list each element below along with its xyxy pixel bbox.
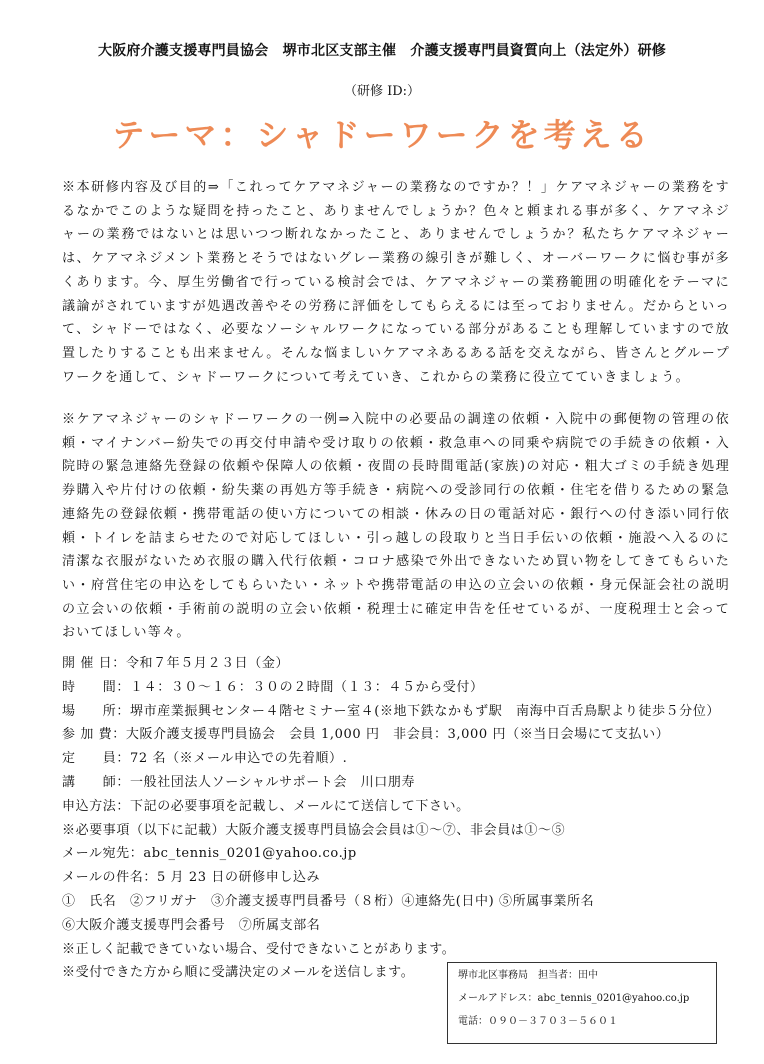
detail-items-1: ① 氏名 ②フリガナ ③介護支援専門員番号（８桁）④連絡先(日中) ⑤所属事業所名 bbox=[62, 893, 595, 909]
theme-title: テーマ：シャドーワークを考える bbox=[112, 116, 652, 154]
contact-box bbox=[447, 962, 717, 1044]
contact-office: 堺市北区事務局 担当者：田中 bbox=[458, 970, 598, 981]
examples-paragraph: ※ケアマネジャーのシャドーワークの一例⇒入院中の必要品の調達の依頼・入院中の郵便物の管理の依頼・マイナンバー紛失での再交付申請や受け取りの依頼・救急車への同乗や病院での手続きの依頼・入院時の緊急連絡先登録の依頼や保障人の依頼・夜間の長時間電話(家族)の対応・粗大ゴミの手続き処理券購入や片付けの依頼・紛失薬の再処方等手続き・病院への受診同行の依頼・住宅を借りるための緊急連絡先の登録依頼・携帯電話の使い方についての相談・休みの日の電話対応・銀行への付き添い同行依頼・トイレを詰まらせたので対応してほしい・引っ越しの段取りと当日手伝いの依頼・施設へ入るのに清潔な衣服がないため衣服の購入代行依頼・コロナ感染で外出できないため買い物をしてきてもらいたい・府営住宅の申込をしてもらいたい・ネットや携帯電話の申込の立会いの依頼・身元保証会社の説明の立会いの依頼・手術前の説明の立会い依頼・税理士に確定申告を任せているが、一度税理士と会っておいてほしい等々。 bbox=[62, 412, 730, 641]
detail-capacity: 定 員：72 名（※メール申込での先着順）. bbox=[62, 751, 348, 767]
detail-note-1: ※正しく記載できていない場合、受付できないことがあります。 bbox=[62, 941, 456, 957]
event-details bbox=[62, 652, 742, 985]
detail-fee: 参 加 費：大阪介護支援専門員協会 会員 1,000 円 非会員：3,000 円（※当日会場にて支払い） bbox=[62, 727, 670, 743]
detail-note-2: ※受付できた方から順に受講決定のメールを送信します。 bbox=[62, 965, 415, 981]
detail-time: 時 間：１４：３０～１６：３０の２時間（１３：４５から受付） bbox=[62, 679, 484, 695]
document-header-title: 大阪府介護支援専門員協会 堺市北区支部主催 介護支援専門員資質向上（法定外）研修 bbox=[98, 43, 666, 59]
detail-subject: メールの件名：5 月 23 日の研修申し込み bbox=[62, 870, 321, 886]
detail-place: 場 所：堺市産業振興センター４階セミナー室４(※地下鉄なかもず駅 南海中百舌鳥駅より徒歩５分位） bbox=[62, 703, 720, 719]
detail-lecturer: 講 師：一般社団法人ソーシャルサポート会 川口朋寿 bbox=[62, 774, 416, 790]
detail-items-2: ⑥大阪介護支援専門会番号 ⑦所属支部名 bbox=[62, 917, 321, 933]
training-id: （研修 ID:） bbox=[343, 84, 421, 99]
contact-email: メールアドレス：abc_tennis_0201@yahoo.co.jp bbox=[458, 993, 690, 1004]
detail-method: 申込方法：下記の必要事項を記載し、メールにて送信して下さい。 bbox=[62, 798, 470, 814]
purpose-paragraph: ※本研修内容及び目的⇒「これってケアマネジャーの業務なのですか？！」ケアマネジャーの業務をするなかでこのような疑問を持ったこと、ありませんでしょうか？色々と頼まれる事が多く、ケアマネジャーの業務ではないとは思いつつ断れなかったこと、ありませんでしょうか？私たちケアマネジャーは、ケアマネジメント業務とそうではないグレー業務の線引きが難しく、オーバーワークに悩む事が多くあります。今、厚生労働省で行っている検討会では、ケアマネジャーの業務範囲の明確化をテーマに議論がされていますが処遇改善やその労務に評価をしてもらえるには至っておりません。だからといって、シャドーではなく、必要なソーシャルワークになっている部分があることも理解していますので放置したりすることも出来ません。そんな悩ましいケアマネあるある話を交えながら、皆さんとグループワークを通して、シャドーワークについて考えていき、これからの業務に役立てていきましょう。 bbox=[62, 180, 730, 385]
contact-phone: 電話：０９０－３７０３－５６０１ bbox=[458, 1016, 618, 1027]
detail-mail-to: メール宛先：abc_tennis_0201@yahoo.co.jp bbox=[62, 846, 357, 862]
detail-required: ※必要事項（以下に記載）大阪介護支援専門員協会会員は①～⑦、非会員は①～⑤ bbox=[62, 822, 566, 838]
detail-date: 開 催 日：令和７年５月２３日（金） bbox=[62, 656, 290, 671]
